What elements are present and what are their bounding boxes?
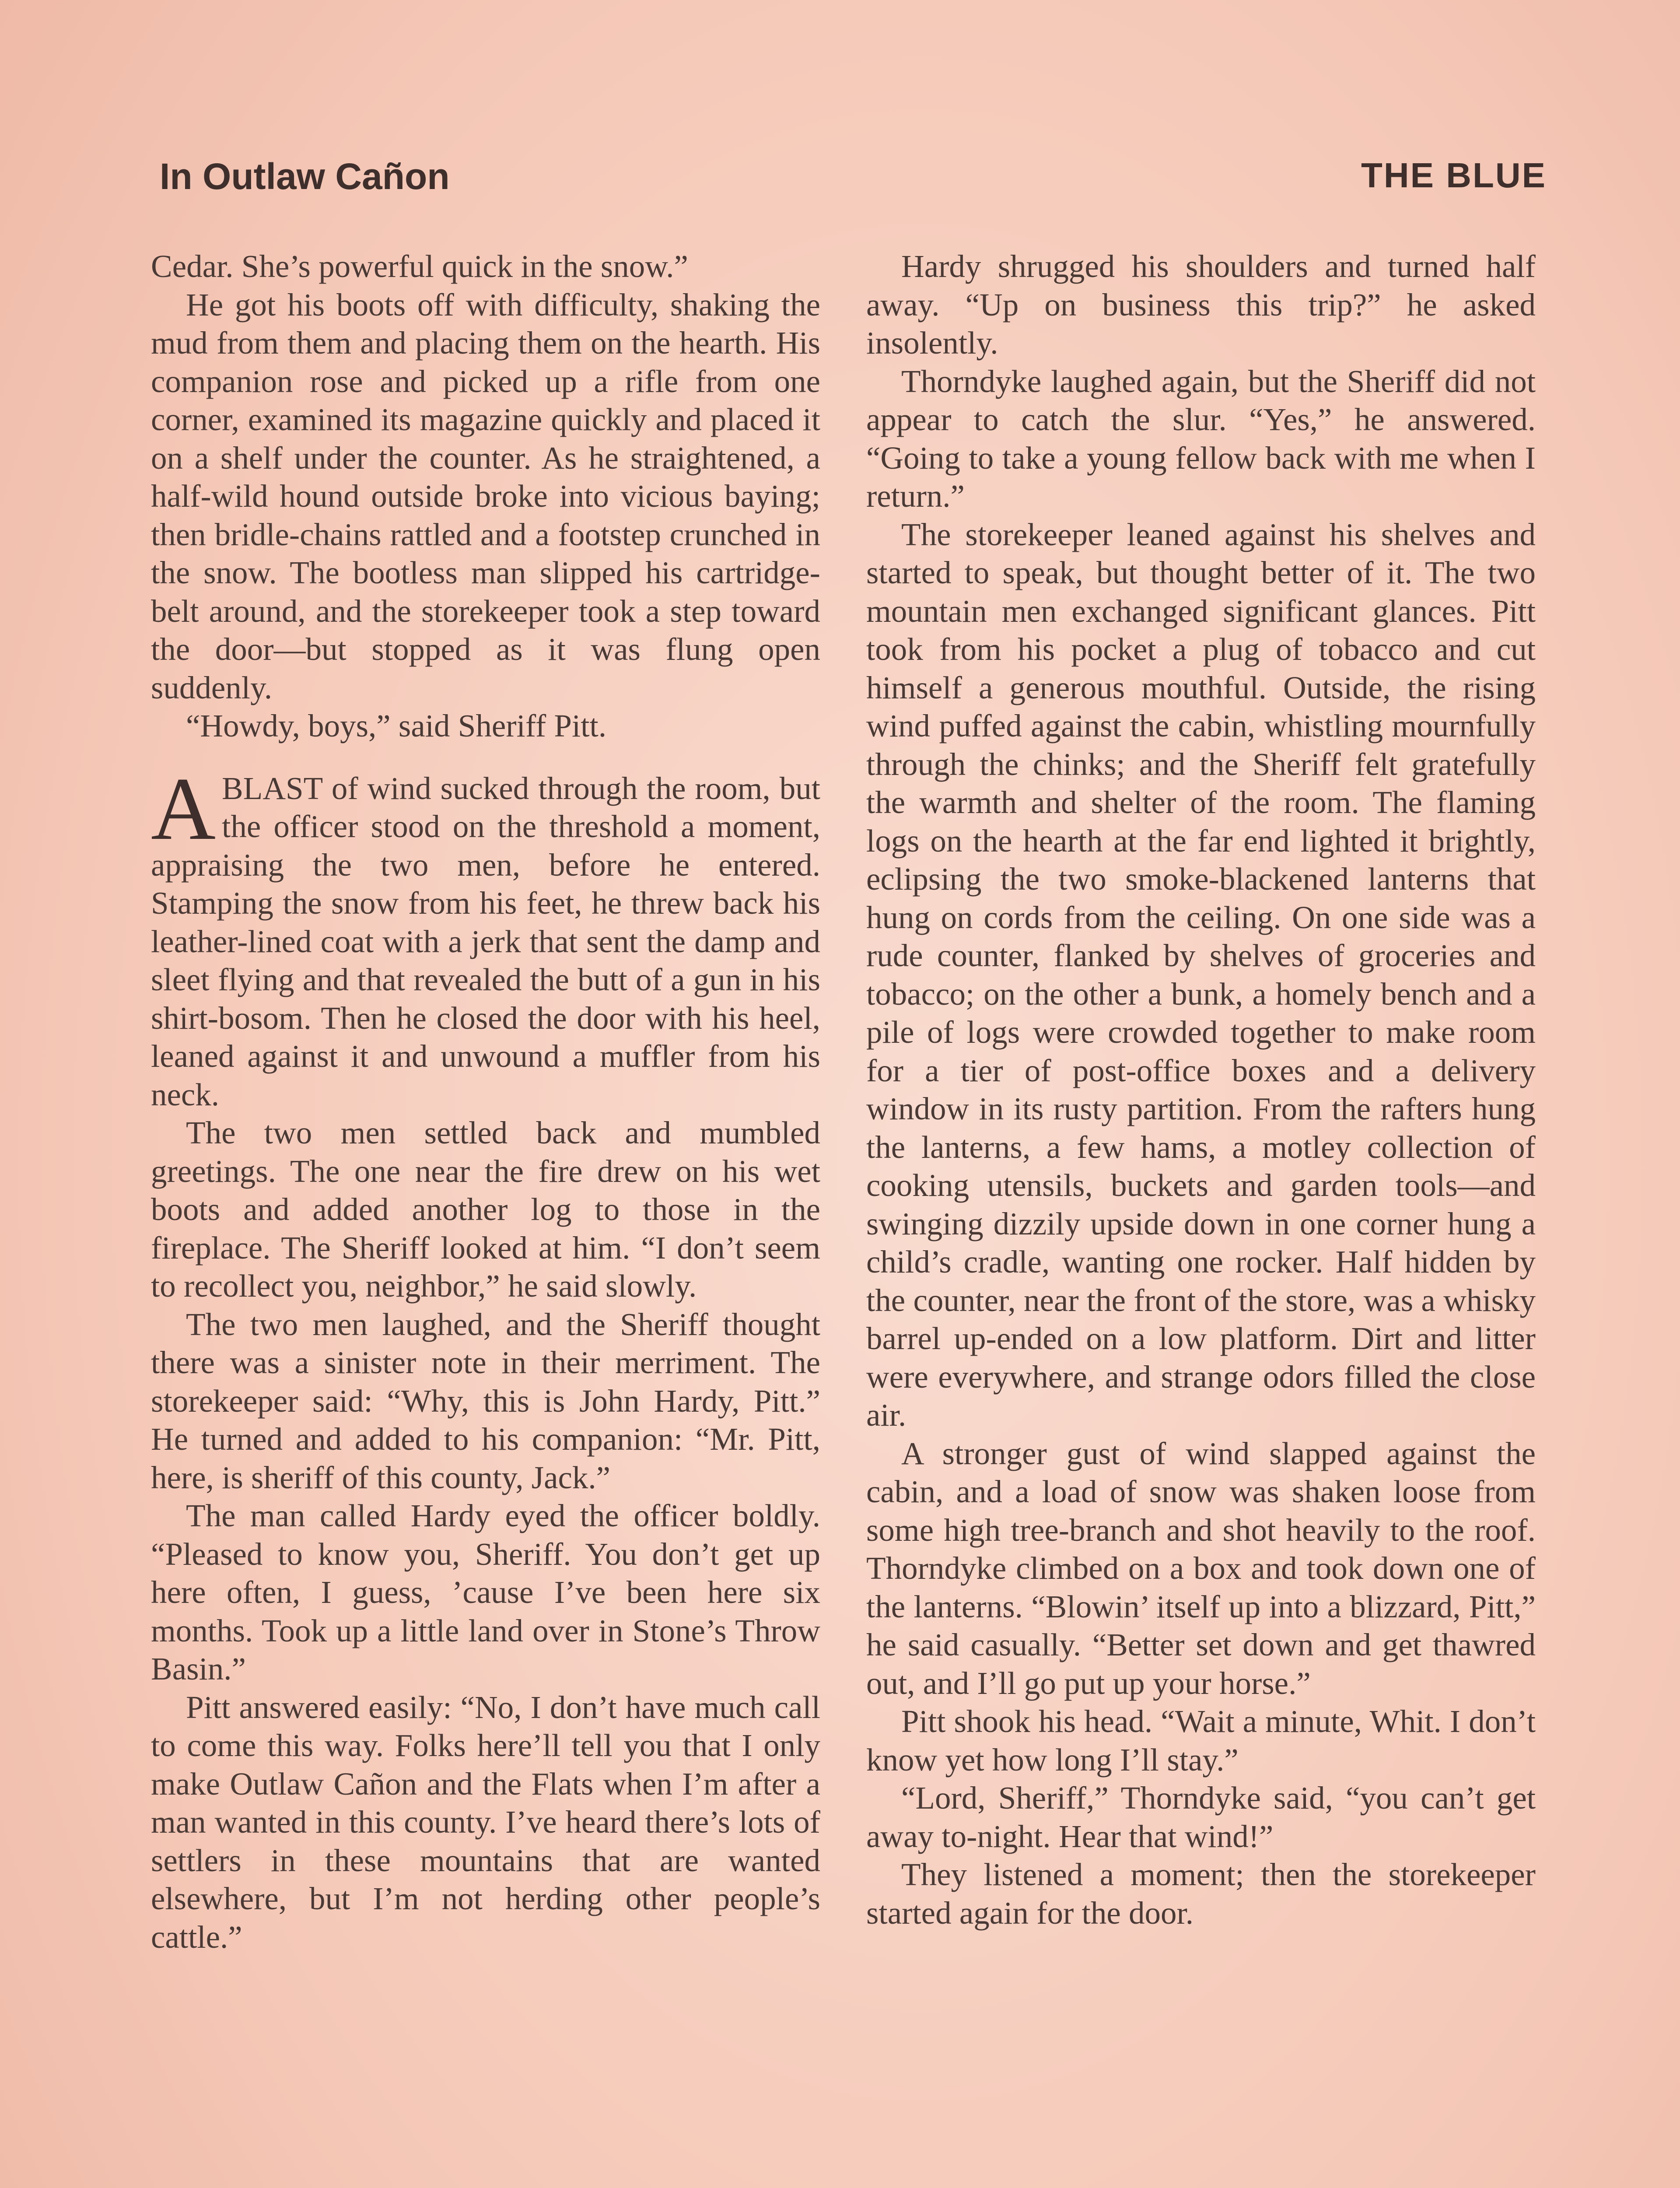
paragraph: Cedar. She’s powerful quick in the snow.” xyxy=(151,249,688,284)
paragraph: “Lord, Sheriff,” Thorndyke said, “you can’t get away to-night. Hear that wind!” xyxy=(866,1780,1536,1854)
running-head xyxy=(160,155,1547,217)
paragraph: Thorndyke laughed again, but the Sheriff did not appear to catch the slur. “Yes,” he answered. “Going to take a young fellow back with me when I return.” xyxy=(866,363,1536,514)
story-title: In Outlaw Cañon xyxy=(160,156,450,197)
paragraph: The storekeeper leaned against his shelves and started to speak, but thought better of it. The two mountain men exchanged significant glances. Pitt took from his pocket a plug of tobacco and cut himself a generous mouthful. Outside, the rising wind puffed against the cabin, whistling mournfully through the chinks; and the Sheriff felt gratefully the warmth and shelter of the room. The flaming logs on the hearth at the far end lighted it brightly, eclipsing the two smoke-blackened lanterns that hung on cords from the ceiling. On one side was a rude counter, flanked by shelves of groceries and tobacco; on the other a bunk, a homely bench and a pile of logs were crowded together to make room for a tier of post-office boxes and a delivery window in its rusty partition. From the rafters hung the lanterns, a few hams, a motley collection of cooking utensils, buckets and garden tools—and swinging dizzily upside down in one corner hung a child’s cradle, wanting one rocker. Half hidden by the counter, near the front of the store, was a whisky barrel up-ended on a low platform. Dirt and litter were everywhere, and strange odors filled the close air. xyxy=(866,516,1536,1433)
paragraph: The two men laughed, and the Sheriff thought there was a sinister note in their merriment. The storekeeper said: “Why, this is John Hardy, Pitt.” He turned and added to his companion: “Mr. Pitt, here, is sheriff of this county, Jack.” xyxy=(151,1306,820,1495)
paragraph: Pitt answered easily: “No, I don’t have much call to come this way. Folks here’ll tell you that I only make Outlaw Cañon and the Flats when I’m after a man wanted in this county. I’ve heard there’s lots of settlers in these mountains that are wanted elsewhere, but I’m not herding other people’s cattle.” xyxy=(151,1689,820,1955)
section-paragraph xyxy=(151,759,820,1114)
paragraph: They listened a moment; then the storekeeper started again for the door. xyxy=(866,1857,1536,1931)
right-column xyxy=(866,247,1536,1932)
paragraph: The two men settled back and mumbled greetings. The one near the fire drew on his wet boots and added another log to those in the fireplace. The Sheriff looked at him. “I don’t seem to recollect you, neighbor,” he said slowly. xyxy=(151,1115,820,1304)
paragraph: Pitt shook his head. “Wait a minute, Whit. I don’t know yet how long I’ll stay.” xyxy=(866,1704,1536,1778)
left-column xyxy=(151,247,820,1956)
paragraph: He got his boots off with difficulty, shaking the mud from them and placing them on the hearth. His companion rose and picked up a rifle from one corner, examined its magazine quickly and placed it on a shelf under the counter. As he straightened, a half-wild hound outside broke into vicious baying; then bridle-chains rattled and a footstep crunched in the snow. The bootless man slipped his cartridge-belt around, and the storekeeper took a step toward the door—but stopped as it was flung open suddenly. xyxy=(151,287,820,705)
paragraph: Hardy shrugged his shoulders and turned half away. “Up on business this trip?” he asked insolently. xyxy=(866,249,1536,361)
drop-cap: A xyxy=(151,759,216,859)
paragraph-text: BLAST of wind sucked through the room, but the officer stood on the threshold a moment, appraising the two men, before he entered. Stamping the snow from his feet, he threw back his leather-lined coat with a jerk that sent the damp and sleet flying and that revealed the butt of a gun in his shirt-bosom. Then he closed the door with his heel, leaned against it and unwound a muffler from his neck. xyxy=(151,770,820,1112)
paragraph: The man called Hardy eyed the officer boldly. “Pleased to know you, Sheriff. You don’t get up here often, I guess, ’cause I’ve been here six months. Took up a little land over in Stone’s Throw Basin.” xyxy=(151,1498,820,1687)
magazine-title: THE BLUE xyxy=(1361,156,1547,195)
paragraph: “Howdy, boys,” said Sheriff Pitt. xyxy=(186,708,607,743)
paragraph: A stronger gust of wind slapped against the cabin, and a load of snow was shaken loose from some high tree-branch and shot heavily to the roof. Thorndyke climbed on a box and took down one of the lanterns. “Blowin’ itself up into a blizzard, Pitt,” he said casually. “Better set down and get thawred out, and I’ll go put up your horse.” xyxy=(866,1435,1536,1701)
